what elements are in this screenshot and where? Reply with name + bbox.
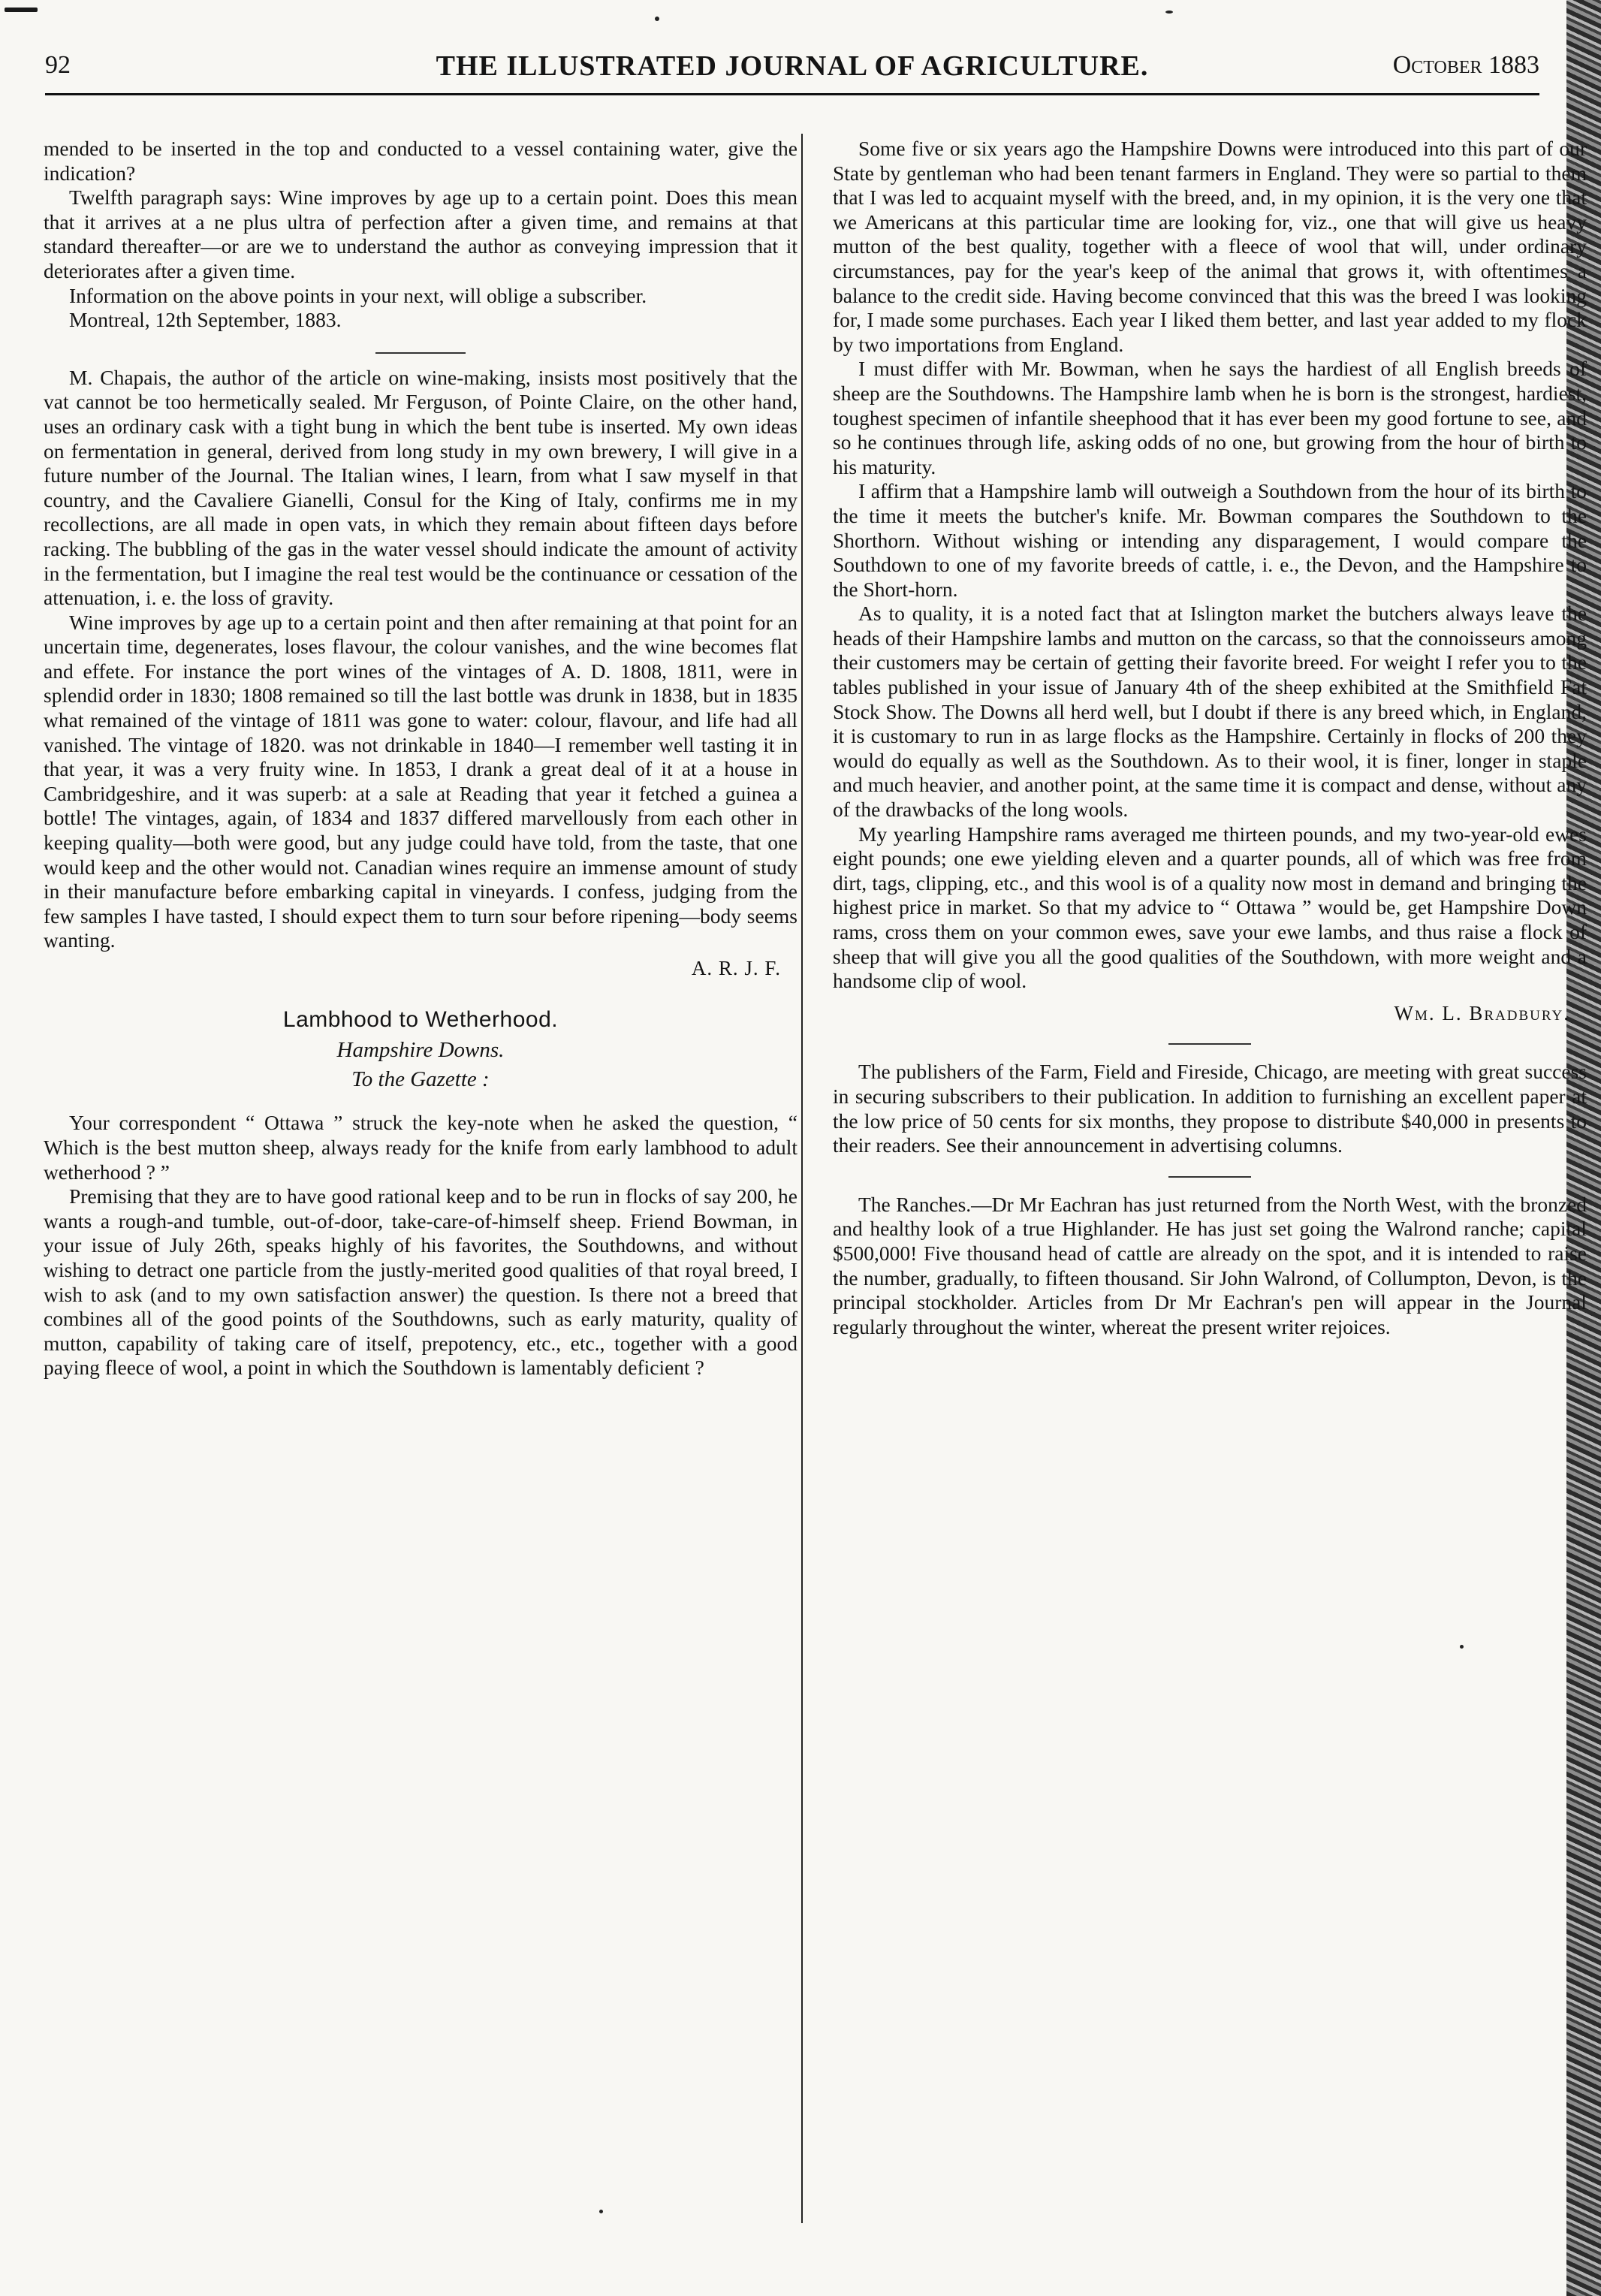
page-number: 92 bbox=[45, 51, 71, 79]
paragraph: The Ranches.—Dr Mr Eachran has just returned from the North West, with the bronzed and healthy look of a true Highlander. He has just set going the Walrond ranche; capital $500,000! Five thousand head of cattle are already on the spot, and it is intended to raise the number, gradually, to fifteen thousand. Sir John Walrond, of Collumpton, Devon, is the principal stockholder. Articles from Dr Mr Eachran's pen will appear in the Journal regularly throughout the winter, whereat the present writer rejoices. bbox=[833, 1192, 1587, 1338]
paragraph: The publishers of the Farm, Field and Fireside, Chicago, are meeting with great success in securing subscribers to their publication. In addition to furnishing an excellent paper at the low price of 50 cents for six months, they propose to distribute $40,000 in presents to their readers. See their announcement in advertising columns. bbox=[833, 1060, 1587, 1157]
speck-mark bbox=[1165, 11, 1173, 14]
paragraph: Information on the above points in your next, will oblige a subscriber. bbox=[69, 283, 647, 307]
section-rule bbox=[1168, 1176, 1251, 1178]
paragraph: mended to be inserted in the top and conducted to a vessel containing water, give the indication? bbox=[44, 137, 797, 185]
dateline: Montreal, 12th September, 1883. bbox=[69, 308, 342, 332]
paragraph: As to quality, it is a noted fact that at Islington market the butchers always leave the heads of their Hampshire lambs and mutton on the carcass, so that the connoisseurs among their customers may be certain of getting their favorite breed. For weight I refer you to the tables published in your issue of January 4th of the sheep exhibited at the Smithfield Fat Stock Show. The Downs all herd well, but I doubt if there is any breed which, in England, it is customary to run in as large flocks as the Hampshire. Certainly in flocks of 200 they would do equally as well as the Southdown. As to their wool, it is finer, longer in staple and much heavier, and another point, at the same time it is compact and dense, without any of the drawbacks of the long wools. bbox=[833, 602, 1587, 822]
paragraph: Premising that they are to have good rational keep and to be run in flocks of say 200, he wants a rough-and tumble, out-of-door, take-care-of-himself sheep. Friend Bowman, in your issue of July 26th, speaks highly of his favorites, the Southdowns, and without wishing to detract one particle from the justly-merited good qualities of that royal breed, I wish to ask (and to my own satisfaction answer) the question. Is there not a breed that combines all of the good points of the Southdowns, such as early maturity, quality of mutton, capability of taking care of itself, prepotency, etc., etc., together with a good paying fleece of wool, a point in which the Southdown is lamentably deficient ? bbox=[44, 1184, 797, 1380]
corner-mark bbox=[5, 8, 38, 12]
paragraph: Some five or six years ago the Hampshire Downs were introduced into this part of our State by gentleman who had been tenant farmers in England. They were so partial to them that I was led to acquaint myself with the breed, and, in my opinion, it is the very one that we Americans at this particular time are looking for, viz., one that will give us heavy mutton of the best quality, together with a fleece of wool that will, under ordinary circumstances, pay for the year's keep of the animal that grows it, with oftentimes a balance to the credit side. Having become convinced that this was the breed I was looking for, I made some purchases. Each year I liked them better, and last year added to my flock by two importations from England. bbox=[833, 137, 1587, 356]
column-divider bbox=[801, 134, 803, 2223]
paragraph: Your correspondent “ Ottawa ” struck the key-note when he asked the question, “ Which is the best mutton sheep, always ready for the knife from early lambhood to adult wetherhood ? ” bbox=[44, 1111, 797, 1184]
right-column bbox=[833, 137, 1587, 2277]
paragraph: I affirm that a Hampshire lamb will outweigh a Southdown from the hour of its birth to the time it meets the butcher's knife. Mr. Bowman compares the Southdown to the Shorthorn. Without wishing or intending any disparagement, I would compare the Southdown to one of my favorite breeds of cattle, i. e., the Devon, and the Hampshire to the Short-horn. bbox=[833, 479, 1587, 601]
article-heading: Lambhood to Wetherhood. bbox=[282, 1006, 559, 1032]
running-header bbox=[45, 45, 1539, 95]
paragraph: My yearling Hampshire rams averaged me thirteen pounds, and my two-year-old ewes eight pounds; one ewe yielding eleven and a quarter pounds, all of which was free from dirt, tags, clipping, etc., and this wool is of a quality now most in demand and bringing the highest price in market. So that my advice to “ Ottawa ” would be, get Hampshire Down rams, cross them on your common ewes, save your ewe lambs, and thus raise a flock of sheep that will give you all the good qualities of the Southdown, with more weight and a handsome clip of wool. bbox=[833, 822, 1587, 993]
journal-title: THE ILLUSTRATED JOURNAL OF AGRICULTURE. bbox=[436, 50, 1149, 82]
speck-mark bbox=[655, 17, 659, 21]
paragraph: M. Chapais, the author of the article on wine-making, insists most positively that the vat cannot be too hermetically sealed. Mr Ferguson, of Pointe Claire, on the other hand, uses an ordinary cask with a tight bung in which the bent tube is inserted. My own ideas on fermentation in general, derived from long study in my own brewery, I will give in a future number of the Journal. The Italian wines, I learn, from what I saw myself in that country, and the Cavaliere Gianelli, Consul for the King of Italy, confirms me in my recollections, are all made in open vats, in which they remain about fifteen days before racking. The bubbling of the gas in the water vessel should indicate the amount of activity in the fermentation, but I imagine the real test would be the continuance or cessation of the attenuation, i. e. the loss of gravity. bbox=[44, 365, 797, 610]
paragraph: Twelfth paragraph says: Wine improves by age up to a certain point. Does this mean that it arrives at a ne plus ultra of perfection after a given time, and remains at that standard thereafter—or are we to understand the author as conveying impression that it deteriorates after a given time. bbox=[44, 186, 797, 282]
paragraph: Wine improves by age up to a certain point and then after remaining at that point for an uncertain time, degenerates, loses flavour, the colour vanishes, and the wine becomes flat and effete. For instance the port wines of the vintages of A. D. 1808, 1811, were in splendid order in 1830; 1808 remained so till the last bottle was drunk in 1838, but in 1835 what remained of the vintage of 1811 was gone to water: colour, flavour, and life had all vanished. The vintage of 1820. was not drinkable in 1840—I remember well tasting it in that year, it was a very fruity wine. In 1853, I drank a great deal of it at a house in Cambridgeshire, and it was superb: at a sale at Reading that year it fetched a guinea a bottle! The vintages, again, of 1834 and 1837 differed marvellously from each other in keeping quality—both were good, but any judge could have told, from the taste, that one would keep and the other would not. Canadian wines require an immense amount of study in their manufacture before embarking capital in vineyards. I confess, judging from the few samples I have tasted, I should expect them to turn sour before ripening—body seems wanting. bbox=[44, 610, 797, 952]
signature: A. R. J. F. bbox=[691, 957, 781, 979]
issue-date: October 1883 bbox=[1392, 51, 1539, 79]
salutation: To the Gazette : bbox=[351, 1067, 490, 1091]
signature: Wm. L. Bradbury. bbox=[1394, 1001, 1570, 1024]
left-column bbox=[44, 137, 797, 2277]
paragraph: I must differ with Mr. Bowman, when he says the hardiest of all English breeds of sheep are the Southdowns. The Hampshire lamb when he is born is the strongest, hardiest, toughest specimen of infantile sheephood that it has ever been my good fortune to see, and so he continues through life, asking odds of no one, but growing from the hour of birth to his maturity. bbox=[833, 357, 1587, 478]
section-rule bbox=[375, 352, 466, 354]
article-subheading: Hampshire Downs. bbox=[336, 1038, 505, 1063]
section-rule bbox=[1168, 1043, 1251, 1045]
